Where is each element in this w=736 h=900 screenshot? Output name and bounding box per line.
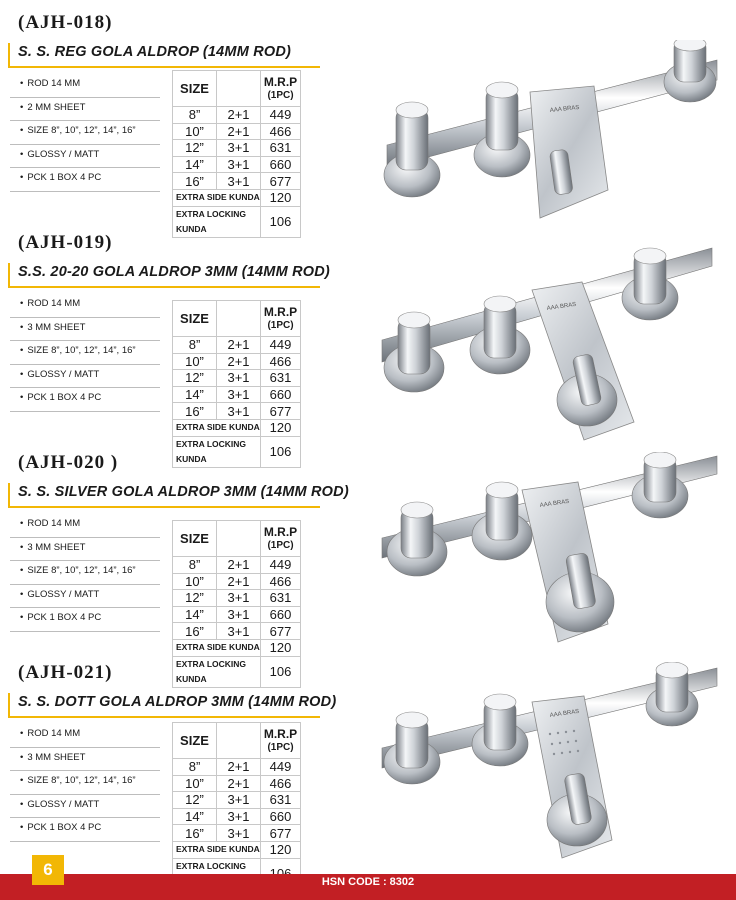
- spec-list: [10, 294, 160, 412]
- size-header: SIZE: [173, 723, 217, 759]
- title-bar: [8, 42, 320, 68]
- spec-item: • 2 MM SHEET: [10, 98, 160, 122]
- table-row: 8” 2+1 449: [173, 759, 301, 776]
- spec-item: • PCK 1 BOX 4 PC: [10, 608, 160, 632]
- brand-mark: AAA BRAS: [549, 708, 580, 719]
- price-table: [172, 300, 301, 468]
- spec-item: • PCK 1 BOX 4 PC: [10, 168, 160, 192]
- price-table: [172, 520, 301, 688]
- brand-mark: AAA BRAS: [546, 301, 577, 312]
- product-code: (AJH-020 ): [18, 452, 119, 473]
- size-header: SIZE: [173, 521, 217, 557]
- table-row: 8” 2+1 449: [173, 337, 301, 354]
- table-row: 16” 3+1 677: [173, 825, 301, 842]
- product-title: S. S. DOTT GOLA ALDROP 3MM (14MM ROD): [18, 694, 337, 710]
- hsn-code: HSN CODE : 8302: [321, 876, 415, 888]
- product-title: S.S. 20-20 GOLA ALDROP 3MM (14MM ROD): [18, 264, 330, 280]
- spec-item: • 3 MM SHEET: [10, 538, 160, 562]
- table-row: 14” 3+1 660: [173, 606, 301, 623]
- aldrop-image-ajh-020: [372, 452, 722, 652]
- table-row: 14” 3+1 660: [173, 386, 301, 403]
- spec-item: • GLOSSY / MATT: [10, 585, 160, 609]
- spec-item: • ROD 14 MM: [10, 74, 160, 98]
- aldrop-image-ajh-021: [372, 662, 722, 862]
- mrp-header: M.R.P (1PC): [261, 71, 301, 107]
- table-row: 8” 2+1 449: [173, 557, 301, 574]
- spec-item: • PCK 1 BOX 4 PC: [10, 388, 160, 412]
- extra-row: EXTRA SIDE KUNDA 120: [173, 419, 301, 436]
- title-bar: [8, 262, 330, 288]
- aldrop-image-ajh-018: [372, 40, 722, 240]
- product-code: (AJH-019): [18, 232, 113, 253]
- spec-item: • SIZE 8”, 10”, 12”, 14”, 16”: [10, 121, 160, 145]
- size-header: SIZE: [173, 301, 217, 337]
- table-row: 16” 3+1 677: [173, 623, 301, 640]
- table-row: 12” 3+1 631: [173, 792, 301, 809]
- extra-row: EXTRA SIDE KUNDA 120: [173, 639, 301, 656]
- size-header: SIZE: [173, 71, 217, 107]
- spec-item: • ROD 14 MM: [10, 724, 160, 748]
- spec-item: • PCK 1 BOX 4 PC: [10, 818, 160, 842]
- extra-row: EXTRA LOCKING: [173, 858, 301, 889]
- aldrop-image-ajh-019: [372, 240, 722, 450]
- table-row: 10” 2+1 466: [173, 573, 301, 590]
- product-title: S. S. SILVER GOLA ALDROP 3MM (14MM ROD): [18, 484, 349, 500]
- price-table: [172, 722, 301, 890]
- table-row: 16” 3+1 677: [173, 403, 301, 420]
- title-bar: [8, 482, 349, 508]
- spec-item: • SIZE 8”, 10”, 12”, 14”, 16”: [10, 771, 160, 795]
- table-row: 10” 2+1 466: [173, 353, 301, 370]
- spec-item: • ROD 14 MM: [10, 514, 160, 538]
- spec-item: • GLOSSY / MATT: [10, 795, 160, 819]
- table-row: 8” 2+1 449: [173, 107, 301, 124]
- extra-row: EXTRA SIDE KUNDA 120: [173, 841, 301, 858]
- product-code: (AJH-021): [18, 662, 113, 683]
- table-row: 12” 3+1 631: [173, 370, 301, 387]
- spec-list: [10, 724, 160, 842]
- spec-item: • GLOSSY / MATT: [10, 145, 160, 169]
- table-row: 14” 3+1 660: [173, 808, 301, 825]
- spec-item: • 3 MM SHEET: [10, 748, 160, 772]
- table-row: 10” 2+1 466: [173, 123, 301, 140]
- brand-mark: AAA BRAS: [549, 104, 580, 114]
- spec-item: • SIZE 8”, 10”, 12”, 14”, 16”: [10, 341, 160, 365]
- mrp-header: M.R.P (1PC): [261, 521, 301, 557]
- spec-list: [10, 74, 160, 192]
- product-code: (AJH-018): [18, 12, 113, 33]
- price-table: [172, 70, 301, 238]
- mrp-header: M.R.P (1PC): [261, 301, 301, 337]
- spec-list: [10, 514, 160, 632]
- brand-mark: AAA BRAS: [539, 498, 570, 509]
- extra-row: EXTRA LOCKING KUNDA 106: [173, 656, 301, 687]
- table-row: 16” 3+1 677: [173, 173, 301, 190]
- product-title: S. S. REG GOLA ALDROP (14MM ROD): [18, 44, 292, 60]
- spec-item: • SIZE 8”, 10”, 12”, 14”, 16”: [10, 561, 160, 585]
- table-row: 14” 3+1 660: [173, 156, 301, 173]
- extra-row: EXTRA SIDE KUNDA 120: [173, 189, 301, 206]
- title-bar: [8, 692, 337, 718]
- mrp-header: M.R.P (1PC): [261, 723, 301, 759]
- extra-row: EXTRA LOCKING KUNDA 106: [173, 206, 301, 237]
- spec-item: • ROD 14 MM: [10, 294, 160, 318]
- extra-row: EXTRA LOCKING KUNDA 106: [173, 436, 301, 467]
- table-row: 12” 3+1 631: [173, 140, 301, 157]
- table-row: 10” 2+1 466: [173, 775, 301, 792]
- spec-item: • 3 MM SHEET: [10, 318, 160, 342]
- spec-item: • GLOSSY / MATT: [10, 365, 160, 389]
- table-row: 12” 3+1 631: [173, 590, 301, 607]
- page-number: 6: [32, 855, 64, 885]
